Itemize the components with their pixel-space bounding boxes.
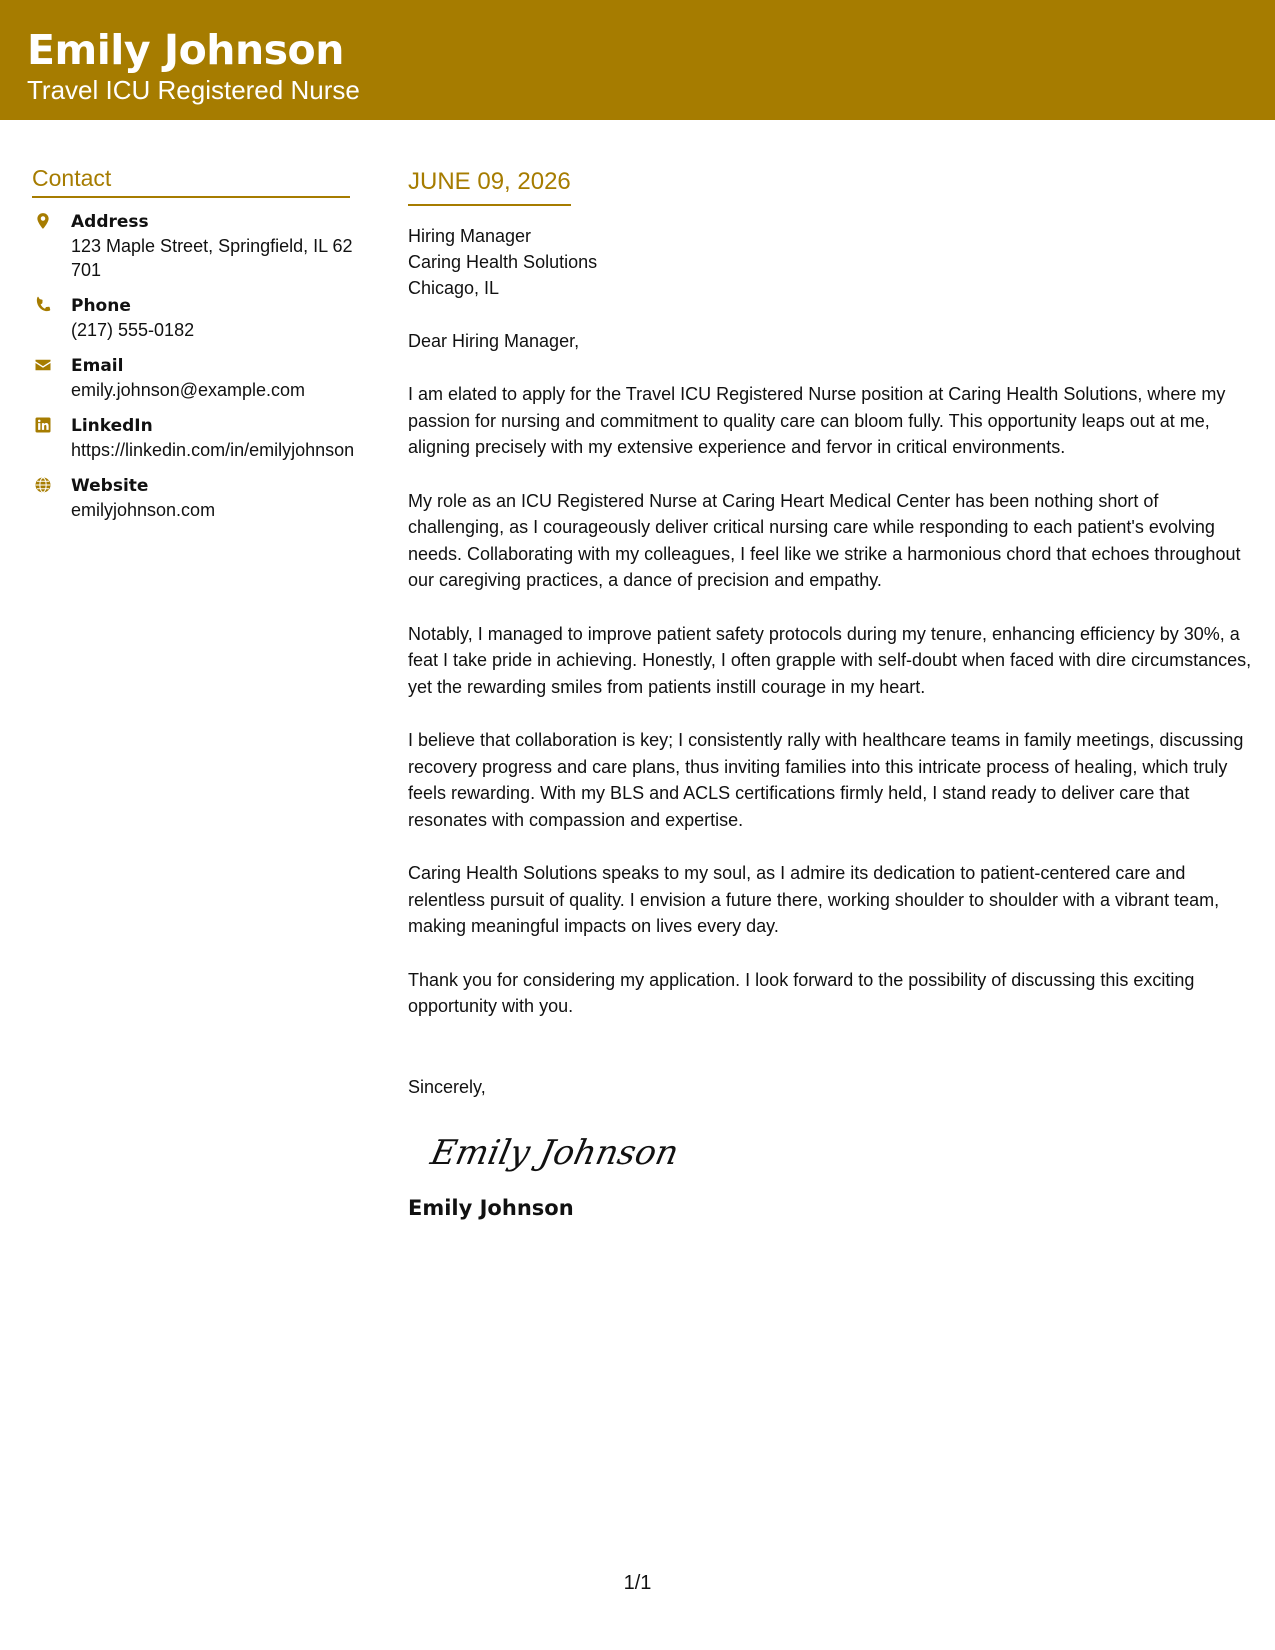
job-title: Travel ICU Registered Nurse <box>27 75 360 105</box>
contact-email <box>32 354 352 402</box>
phone-value: (217) 555-0182 <box>71 320 195 340</box>
contact-phone <box>32 294 352 342</box>
contact-label: Website <box>71 476 149 496</box>
contact-label: Phone <box>71 296 131 316</box>
paragraph: My role as an ICU Registered Nurse at Caring Heart Medical Center has been nothing short of challenging, as I courageously deliver critical nursing care while responding to each patient's evolving needs. Collaborating with my colleagues, I feel like we strike a harmonious chord that echoes throughout our caregiving practices, a dance of precision and empathy. <box>408 490 1241 590</box>
globe-icon <box>34 476 52 494</box>
paragraph: I believe that collaboration is key; I consistently rally with healthcare teams in family meetings, discussing recovery progress and care plans, thus inviting families into this intricate process of healing, which truly feels rewarding. With my BLS and ACLS certifications firmly held, I stand ready to deliver care that resonates with compassion and expertise. <box>408 730 1244 830</box>
page-number: 1/1 <box>623 1572 652 1594</box>
recipient-line: Chicago, IL <box>408 278 500 298</box>
contact-label: LinkedIn <box>71 416 153 436</box>
contact-website <box>32 474 352 522</box>
paragraph: Notably, I managed to improve patient safety protocols during my tenure, enhancing efficiency by 30%, a feat I take pride in achieving. Honestly, I often grapple with self-doubt when faced with dire circumstances, yet the rewarding smiles from patients instill courage in my heart. <box>408 623 1252 697</box>
paragraph: Caring Health Solutions speaks to my soul, as I admire its dedication to patient-centered care and relentless pursuit of quality. I envision a future there, working shoulder to shoulder with a vibrant team, making meaningful impacts on lives every day. <box>408 863 1220 936</box>
phone-icon <box>34 296 52 314</box>
signer-name: Emily Johnson <box>408 1195 574 1220</box>
linkedin-value[interactable]: https://linkedin.com/in/emilyjohnson <box>71 440 355 460</box>
contact-sidebar <box>32 164 355 522</box>
closing: Sincerely, <box>408 1076 486 1097</box>
contact-linkedin <box>32 414 355 462</box>
applicant-name: Emily Johnson <box>27 26 344 74</box>
paragraph: Thank you for considering my application. I look forward to the possibility of discussing this exciting opportunity with you. <box>408 969 1195 1016</box>
contact-label: Address <box>71 212 149 232</box>
recipient-line: Hiring Manager <box>408 226 532 246</box>
linkedin-icon <box>34 416 52 434</box>
header-banner <box>0 0 1275 120</box>
paragraph: I am elated to apply for the Travel ICU Registered Nurse position at Caring Health Solutions, where my passion for nursing and commitment to quality care can bloom fully. This opportunity leaps out at me, aligning precisely with my extensive experience and fervor in critical environments. <box>408 384 1226 457</box>
contact-label: Email <box>71 356 124 376</box>
handwritten-signature <box>426 1122 683 1182</box>
contact-address <box>32 210 352 282</box>
svg-text:Emily Johnson: Emily Johnson <box>427 1132 683 1173</box>
website-value[interactable]: emilyjohnson.com <box>71 500 216 520</box>
envelope-icon <box>34 356 52 374</box>
letter-date: JUNE 09, 2026 <box>408 166 571 206</box>
map-pin-icon <box>34 212 52 230</box>
email-value: emily.johnson@example.com <box>71 380 306 400</box>
recipient-block <box>408 223 1253 301</box>
recipient-line: Caring Health Solutions <box>408 252 598 272</box>
letter-body <box>408 166 1253 1222</box>
address-value: 123 Maple Street, Springfield, IL 62701 <box>71 236 353 280</box>
salutation: Dear Hiring Manager, <box>408 331 580 351</box>
contact-heading: Contact <box>32 164 350 198</box>
